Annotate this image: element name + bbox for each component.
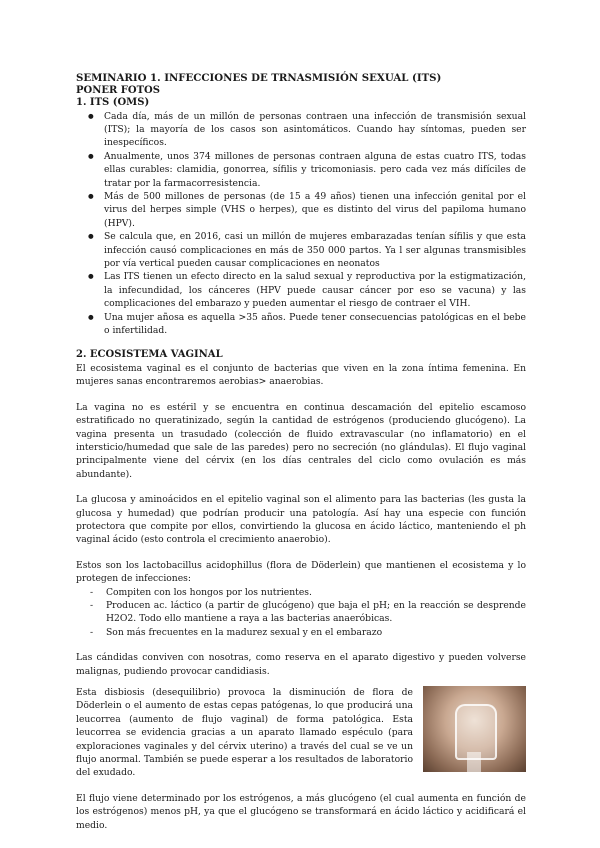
bullet-item: ● Más de 500 millones de personas (de 15 a 49 años) tienen una infección genital por el virus del herpes simple (VHS o herpes), que es distinto del virus del papiloma humano (HPV). xyxy=(76,190,526,230)
bullet-item: ● Una mujer añosa es aquella >35 años. Puede tener consecuencias patológicas en el bebe o infertilidad. xyxy=(76,311,526,338)
bullet-item: ● Las ITS tienen un efecto directo en la salud sexual y reproductiva por la estigmatización, la infecundidad, los cánceres (HPV puede causar cáncer por eso se vacuna) y las complicaciones del embarazo y pueden aumentar el riesgo de contraer el VIH. xyxy=(76,270,526,310)
paragraph: Esta disbiosis (desequilibrio) provoca la disminución de flora de Döderlein o el aumento de estas cepas patógenas, lo que producirá una leucorrea (aumento de flujo vaginal) de forma patológica. Esta leucorrea se evidencia gracias a un aparato llamado espéculo (para exploraciones vaginales y del cérvix uterino) a través del cual se ve un flujo anormal. También se puede esperar a los resultados de laboratorio del exudado. xyxy=(76,687,413,779)
paragraph: La vagina no es estéril y se encuentra en continua descamación del epitelio escamoso estratificado no queratinizado, según la cantidad de estrógenos (produciendo glucógeno). La vagina presenta un trasudado (colección de fluido extravascular (no inflamatorio) en el intersticio/humedad que sale de las paredes) pero no secreción (no glándulas). El flujo vaginal principalmente viene del cérvix (en los días centrales del ciclo como ovulación es más abundante). xyxy=(76,401,526,480)
dash-item: - Producen ac. láctico (a partir de glucógeno) que baja el pH; en la reacción se desprende H2O2. Todo ello mantiene a raya a las bacterias anaeróbicas. xyxy=(76,599,526,626)
photo-note: PONER FOTOS xyxy=(76,84,160,96)
dash-item: - Son más frecuentes en la madurez sexual y en el embarazo xyxy=(76,626,526,639)
bullet-item: ● Se calcula que, en 2016, casi un millón de mujeres embarazadas tenían sífilis y que esta infección causó complicaciones en más de 350 000 partos. Ya l ser algunas transmisibles por vía vertical pueden causar complicaciones en neonatos xyxy=(76,230,526,270)
paragraph: La glucosa y aminoácidos en el epitelio vaginal son el alimento para las bacterias (les gusta la glucosa y humedad) que podrían producir una patología. Así hay una especie con función protectora que compite por ellos, convirtiendo la glucosa en ácido láctico, manteniendo el ph vaginal ácido (esto controla el crecimiento anaerobio). xyxy=(76,494,526,546)
speculum-photo xyxy=(423,686,526,772)
paragraph: Estos son los lactobacillus acidophillus (flora de Döderlein) que mantienen el ecosistema y lo protegen de infecciones: xyxy=(76,559,526,585)
paragraph: El ecosistema vaginal es el conjunto de bacterias que viven en la zona íntima femenina. En mujeres sanas encontraremos aerobias> anaerobias. xyxy=(76,362,526,388)
paragraph: Las cándidas conviven con nosotras, como reserva en el aparato digestivo y pueden volverse malignas, pudiendo provocar candidiasis. xyxy=(76,652,526,677)
bullet-item: ● Anualmente, unos 374 millones de personas contraen alguna de estas cuatro ITS, todas ellas curables: clamidia, gonorrea, sífilis y tricomoniasis. pero cada vez más difíciles de tratar por la farmacorresistencia. xyxy=(76,150,526,190)
bullet-item: ● Cada día, más de un millón de personas contraen una infección de transmisión sexual (ITS); la mayoría de los casos son asintomáticos. Cuando hay síntomas, pueden ser inespecíficos. xyxy=(76,110,526,150)
image-text-block xyxy=(76,686,526,780)
flora-functions-list xyxy=(76,586,526,640)
document-page xyxy=(76,72,526,832)
section-1-title: 1. ITS (OMS) xyxy=(76,97,150,108)
section-1-bullet-list xyxy=(76,110,526,338)
speculum-handle xyxy=(467,752,481,772)
section-2-title: 2. ECOSISTEMA VAGINAL xyxy=(76,349,223,361)
dash-item: - Compiten con los hongos por los nutrientes. xyxy=(76,586,526,599)
document-title: SEMINARIO 1. INFECCIONES DE TRNASMISIÓN SEXUAL (ITS) xyxy=(76,72,442,84)
paragraph: El flujo viene determinado por los estrógenos, a más glucógeno (el cual aumenta en función de los estrógenos) menos pH, ya que el glucógeno se transformará en ácido láctico y acidificará el medio. xyxy=(76,792,526,831)
